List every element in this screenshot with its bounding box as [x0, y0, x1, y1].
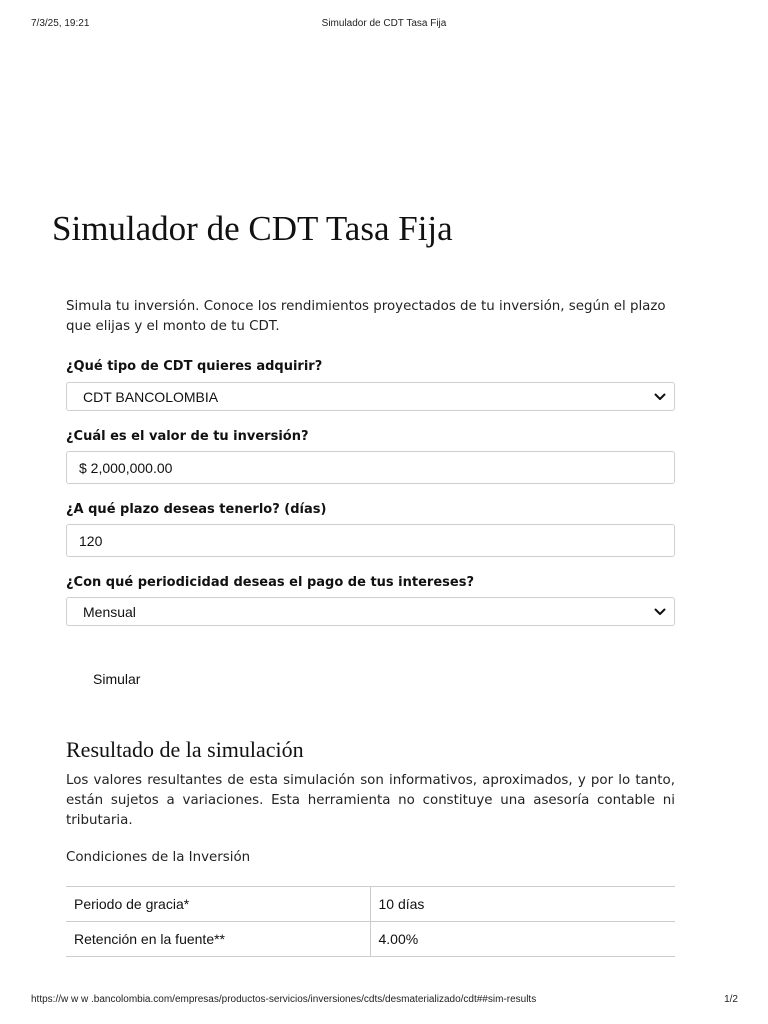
print-datetime: 7/3/25, 19:21 [31, 18, 90, 29]
print-url: https://w w w .bancolombia.com/empresas/productos-servicios/inversiones/cdts/desmaterializado/cdt##sim-results [31, 994, 537, 1005]
withholding-label: Retención en la fuente** [66, 922, 370, 957]
table-row [66, 922, 675, 957]
results-disclaimer: Los valores resultantes de esta simulación son informativos, aproximados, y por lo tanto, están sujetos a variaciones. Esta herramienta no constituye una asesoría contable ni tributaria. [66, 773, 675, 828]
cdt-type-value: CDT BANCOLOMBIA [83, 388, 219, 405]
term-input[interactable] [66, 524, 675, 557]
amount-input[interactable] [66, 451, 675, 484]
conditions-title: Condiciones de la Inversión [66, 850, 251, 865]
table-row [66, 887, 675, 922]
simulator-form [66, 0, 675, 1024]
cdt-type-select[interactable] [66, 382, 675, 411]
intro-text: Simula tu inversión. Conoce los rendimientos proyectados de tu inversión, según el plazo que elijas y el monto de tu CDT. [66, 299, 666, 334]
cdt-type-label: ¿Qué tipo de CDT quieres adquirir? [66, 359, 323, 374]
print-footer [0, 994, 768, 1008]
periodicity-label: ¿Con qué periodicidad deseas el pago de tus intereses? [66, 575, 474, 590]
amount-label: ¿Cuál es el valor de tu inversión? [66, 429, 309, 444]
periodicity-value: Mensual [83, 603, 136, 620]
conditions-table [66, 886, 675, 957]
withholding-value: 4.00% [370, 922, 675, 957]
page-title: Simulador de CDT Tasa Fija [52, 209, 453, 248]
chevron-down-icon [651, 603, 669, 621]
print-page-number: 1/2 [724, 994, 738, 1005]
periodicity-select[interactable] [66, 597, 675, 626]
print-doc-title: Simulador de CDT Tasa Fija [321, 18, 447, 29]
term-label: ¿A qué plazo deseas tenerlo? (días) [66, 502, 327, 517]
chevron-down-icon [651, 388, 669, 406]
grace-period-label: Periodo de gracia* [66, 887, 370, 922]
results-title: Resultado de la simulación [66, 737, 304, 762]
simulate-button[interactable]: Simular [93, 671, 141, 687]
amount-value: $ 2,000,000.00 [79, 459, 173, 476]
term-value: 120 [79, 532, 103, 549]
grace-period-value: 10 días [370, 887, 675, 922]
